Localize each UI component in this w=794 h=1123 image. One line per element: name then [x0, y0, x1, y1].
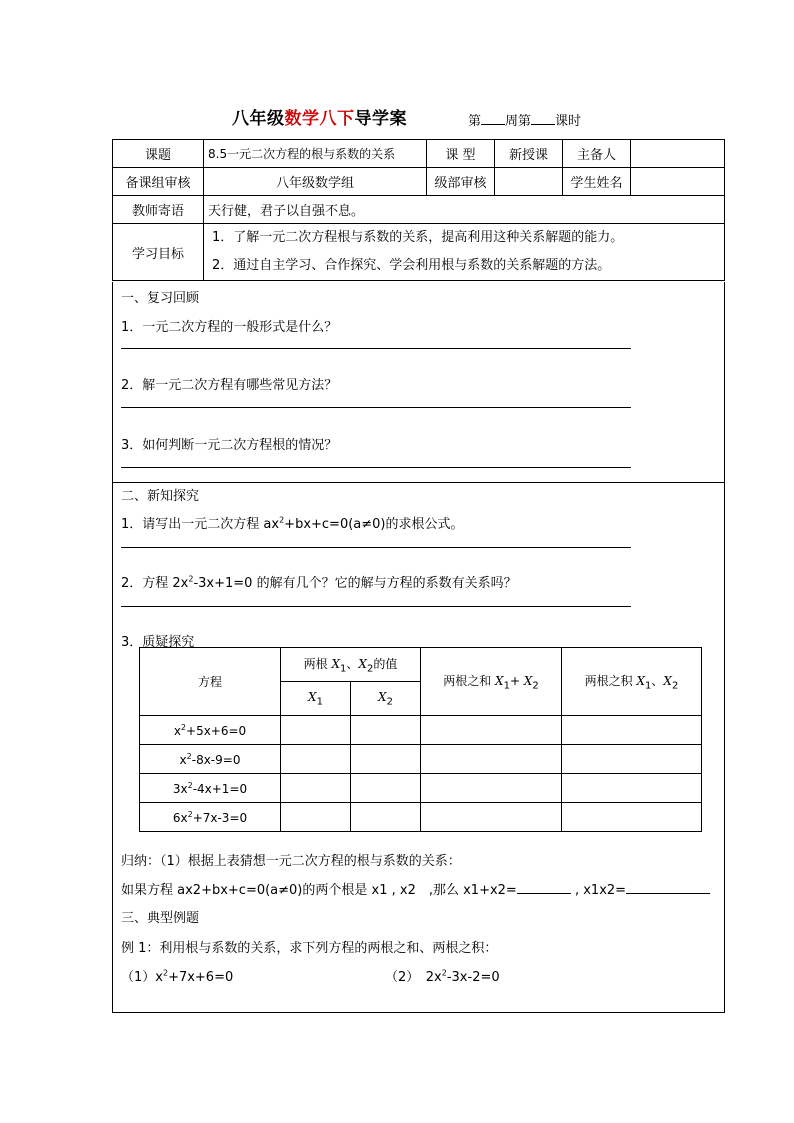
page-title	[232, 104, 407, 129]
explore-q2	[121, 572, 517, 591]
table-row-equation	[140, 774, 281, 803]
table-cell[interactable]	[562, 803, 702, 832]
roots-header-x2: X	[358, 656, 367, 671]
roots-header-x2-sub: 2	[366, 663, 374, 675]
table-cell[interactable]	[421, 716, 562, 745]
period-label-a: 第	[468, 114, 482, 129]
product-header-x1-sub: 1	[645, 680, 652, 692]
review-label: 备课组审核	[113, 168, 204, 196]
product-blank[interactable]	[626, 881, 710, 894]
table-cell[interactable]	[281, 745, 351, 774]
col-sum-header	[421, 648, 562, 716]
explore-q1	[121, 513, 464, 532]
table-cell[interactable]	[351, 803, 421, 832]
table-row-equation	[140, 745, 281, 774]
col-product-header	[562, 648, 702, 716]
student-label: 学生姓名	[563, 168, 631, 196]
sum-header-x2-sub: 2	[532, 680, 539, 692]
sum-header-x1: X	[495, 673, 504, 688]
row4-eq-b: +7x-3=0	[192, 810, 248, 825]
examples-heading: 三、典型例题	[121, 911, 200, 926]
col-x2-header	[351, 682, 421, 716]
roots-header-text-b: 的值	[373, 656, 398, 671]
title-part-grade: 八年级	[232, 109, 285, 129]
explore-q1-text-b: +bx+c=0(a≠0)的求根公式。	[284, 517, 464, 532]
answer-line-1[interactable]	[121, 348, 631, 349]
product-header-x2-sub: 2	[671, 680, 679, 692]
row2-eq-a: x	[179, 752, 187, 767]
roots-table	[139, 647, 702, 832]
roots-header-sep: 、	[346, 656, 359, 671]
row2-eq-b: -8x-9=0	[191, 752, 241, 767]
sum-header-plus: +	[509, 673, 524, 688]
x1-header-sub: 1	[316, 696, 323, 708]
sum-header-text: 两根之和	[443, 673, 496, 688]
goals-cell	[204, 224, 725, 281]
sum-blank[interactable]	[517, 881, 571, 894]
sum-header-x1-sub: 1	[503, 680, 510, 692]
message-value: 天行健，君子以自强不息。	[204, 196, 725, 224]
sum-header-x2: X	[523, 673, 533, 688]
row3-eq-a: 3x	[172, 781, 188, 796]
review-q1: 1．一元二次方程的一般形式是什么？	[121, 320, 338, 335]
row1-eq-sup: 2	[180, 722, 187, 732]
topic-label: 课题	[113, 140, 204, 168]
product-header-x1: X	[636, 673, 646, 688]
explore-q3: 3．质疑探究	[121, 635, 195, 650]
answer-line-4[interactable]	[121, 547, 631, 548]
product-header-sep: 、	[651, 673, 664, 688]
goal-2: 2．通过自主学习、合作探究、学会利用根与系数的关系解题的方法。	[212, 258, 611, 273]
example-1-part-2-b: -3x-2=0	[446, 970, 500, 985]
explore-q1-text-a: 1．请写出一元二次方程 ax	[121, 517, 280, 532]
preparer-label: 主备人	[563, 140, 631, 168]
table-cell[interactable]	[562, 774, 702, 803]
type-value: 新授课	[495, 140, 563, 168]
conclusion-2-text-b: , x1x2=	[570, 883, 627, 898]
title-part-subject: 数学八下	[284, 109, 355, 129]
row4-eq-sup: 2	[187, 809, 193, 819]
table-cell[interactable]	[562, 716, 702, 745]
example-1-part-2-sup: 2	[441, 968, 447, 978]
row3-eq-sup: 2	[187, 780, 193, 790]
col-x1-header	[281, 682, 351, 716]
week-blank[interactable]	[481, 112, 505, 125]
x2-header-letter: X	[378, 689, 387, 704]
goals-label: 学习目标	[113, 224, 204, 281]
title-part-doc: 导学案	[354, 109, 407, 129]
table-cell[interactable]	[351, 745, 421, 774]
example-1-part-2	[385, 966, 500, 985]
x1-header-letter: X	[308, 689, 317, 704]
table-cell[interactable]	[281, 716, 351, 745]
table-cell[interactable]	[421, 803, 562, 832]
example-1-part-1	[121, 966, 233, 985]
conclusion-2	[121, 879, 710, 898]
product-header-x2: X	[663, 673, 672, 688]
info-table	[112, 139, 725, 281]
table-cell[interactable]	[281, 803, 351, 832]
row1-eq-b: +5x+6=0	[186, 723, 247, 738]
preparer-value[interactable]	[631, 140, 725, 168]
row1-eq-a: x	[173, 723, 181, 738]
table-cell[interactable]	[281, 774, 351, 803]
student-value[interactable]	[631, 168, 725, 196]
main-content	[112, 282, 725, 1013]
review-heading: 一、复习回顾	[121, 291, 200, 306]
example-1-part-1-sup: 2	[162, 968, 169, 978]
answer-line-2[interactable]	[121, 407, 631, 408]
level-label: 级部审核	[427, 168, 495, 196]
roots-header-x1: X	[331, 656, 341, 671]
table-cell[interactable]	[421, 774, 562, 803]
col-roots-header	[281, 648, 421, 682]
explore-heading: 二、新知探究	[121, 489, 200, 504]
message-label: 教师寄语	[113, 196, 204, 224]
roots-header-x1-sub: 1	[340, 663, 347, 675]
level-value[interactable]	[495, 168, 563, 196]
goal-1: 1．了解一元二次方程根与系数的关系，提高利用这种关系解题的能力。	[212, 230, 624, 245]
table-row-equation	[140, 803, 281, 832]
review-q3: 3．如何判断一元二次方程根的情况？	[121, 438, 338, 453]
explore-q2-text-b: -3x+1=0 的解有几个？它的解与方程的系数有关系吗？	[193, 576, 517, 591]
roots-header-text-a: 两根	[303, 656, 332, 671]
example-1-part-2-a: （2） 2x	[385, 970, 442, 985]
table-cell[interactable]	[351, 716, 421, 745]
conclusion-1: 归纳：（1）根据上表猜想一元二次方程的根与系数的关系：	[121, 854, 461, 869]
row4-eq-a: 6x	[172, 810, 188, 825]
product-header-text: 两根之积	[584, 673, 637, 688]
col-equation-header: 方程	[140, 648, 281, 716]
row3-eq-b: -4x+1=0	[192, 781, 248, 796]
review-value: 八年级数学组	[204, 168, 427, 196]
lesson-blank[interactable]	[531, 112, 555, 125]
explore-q2-text-a: 2．方程 2x	[121, 576, 189, 591]
row2-eq-sup: 2	[186, 751, 192, 761]
answer-line-3[interactable]	[121, 467, 631, 468]
x2-header-sub: 2	[386, 696, 393, 708]
table-row-equation	[140, 716, 281, 745]
section-divider	[113, 482, 724, 483]
type-label: 课 型	[427, 140, 495, 168]
example-1: 例 1：利用根与系数的关系，求下列方程的两根之和、两根之积：	[121, 941, 498, 956]
table-cell[interactable]	[562, 745, 702, 774]
explore-q1-sup: 2	[279, 515, 285, 525]
period-label-c: 课时	[555, 114, 582, 129]
review-q2: 2．解一元二次方程有哪些常见方法？	[121, 378, 338, 393]
table-cell[interactable]	[421, 745, 562, 774]
page-header	[232, 104, 652, 130]
example-1-part-1-a: （1）x	[121, 970, 163, 985]
period-info	[468, 110, 581, 129]
table-cell[interactable]	[351, 774, 421, 803]
answer-line-5[interactable]	[121, 606, 631, 607]
period-label-b: 周第	[505, 114, 532, 129]
topic-value: 8.5一元二次方程的根与系数的关系	[204, 140, 427, 168]
conclusion-2-text-a: 如果方程 ax2+bx+c=0(a≠0)的两个根是 x1 , x2 ,那么 x1+x2=	[121, 883, 517, 898]
example-1-part-1-b: +7x+6=0	[168, 970, 234, 985]
explore-q2-sup: 2	[188, 574, 194, 584]
